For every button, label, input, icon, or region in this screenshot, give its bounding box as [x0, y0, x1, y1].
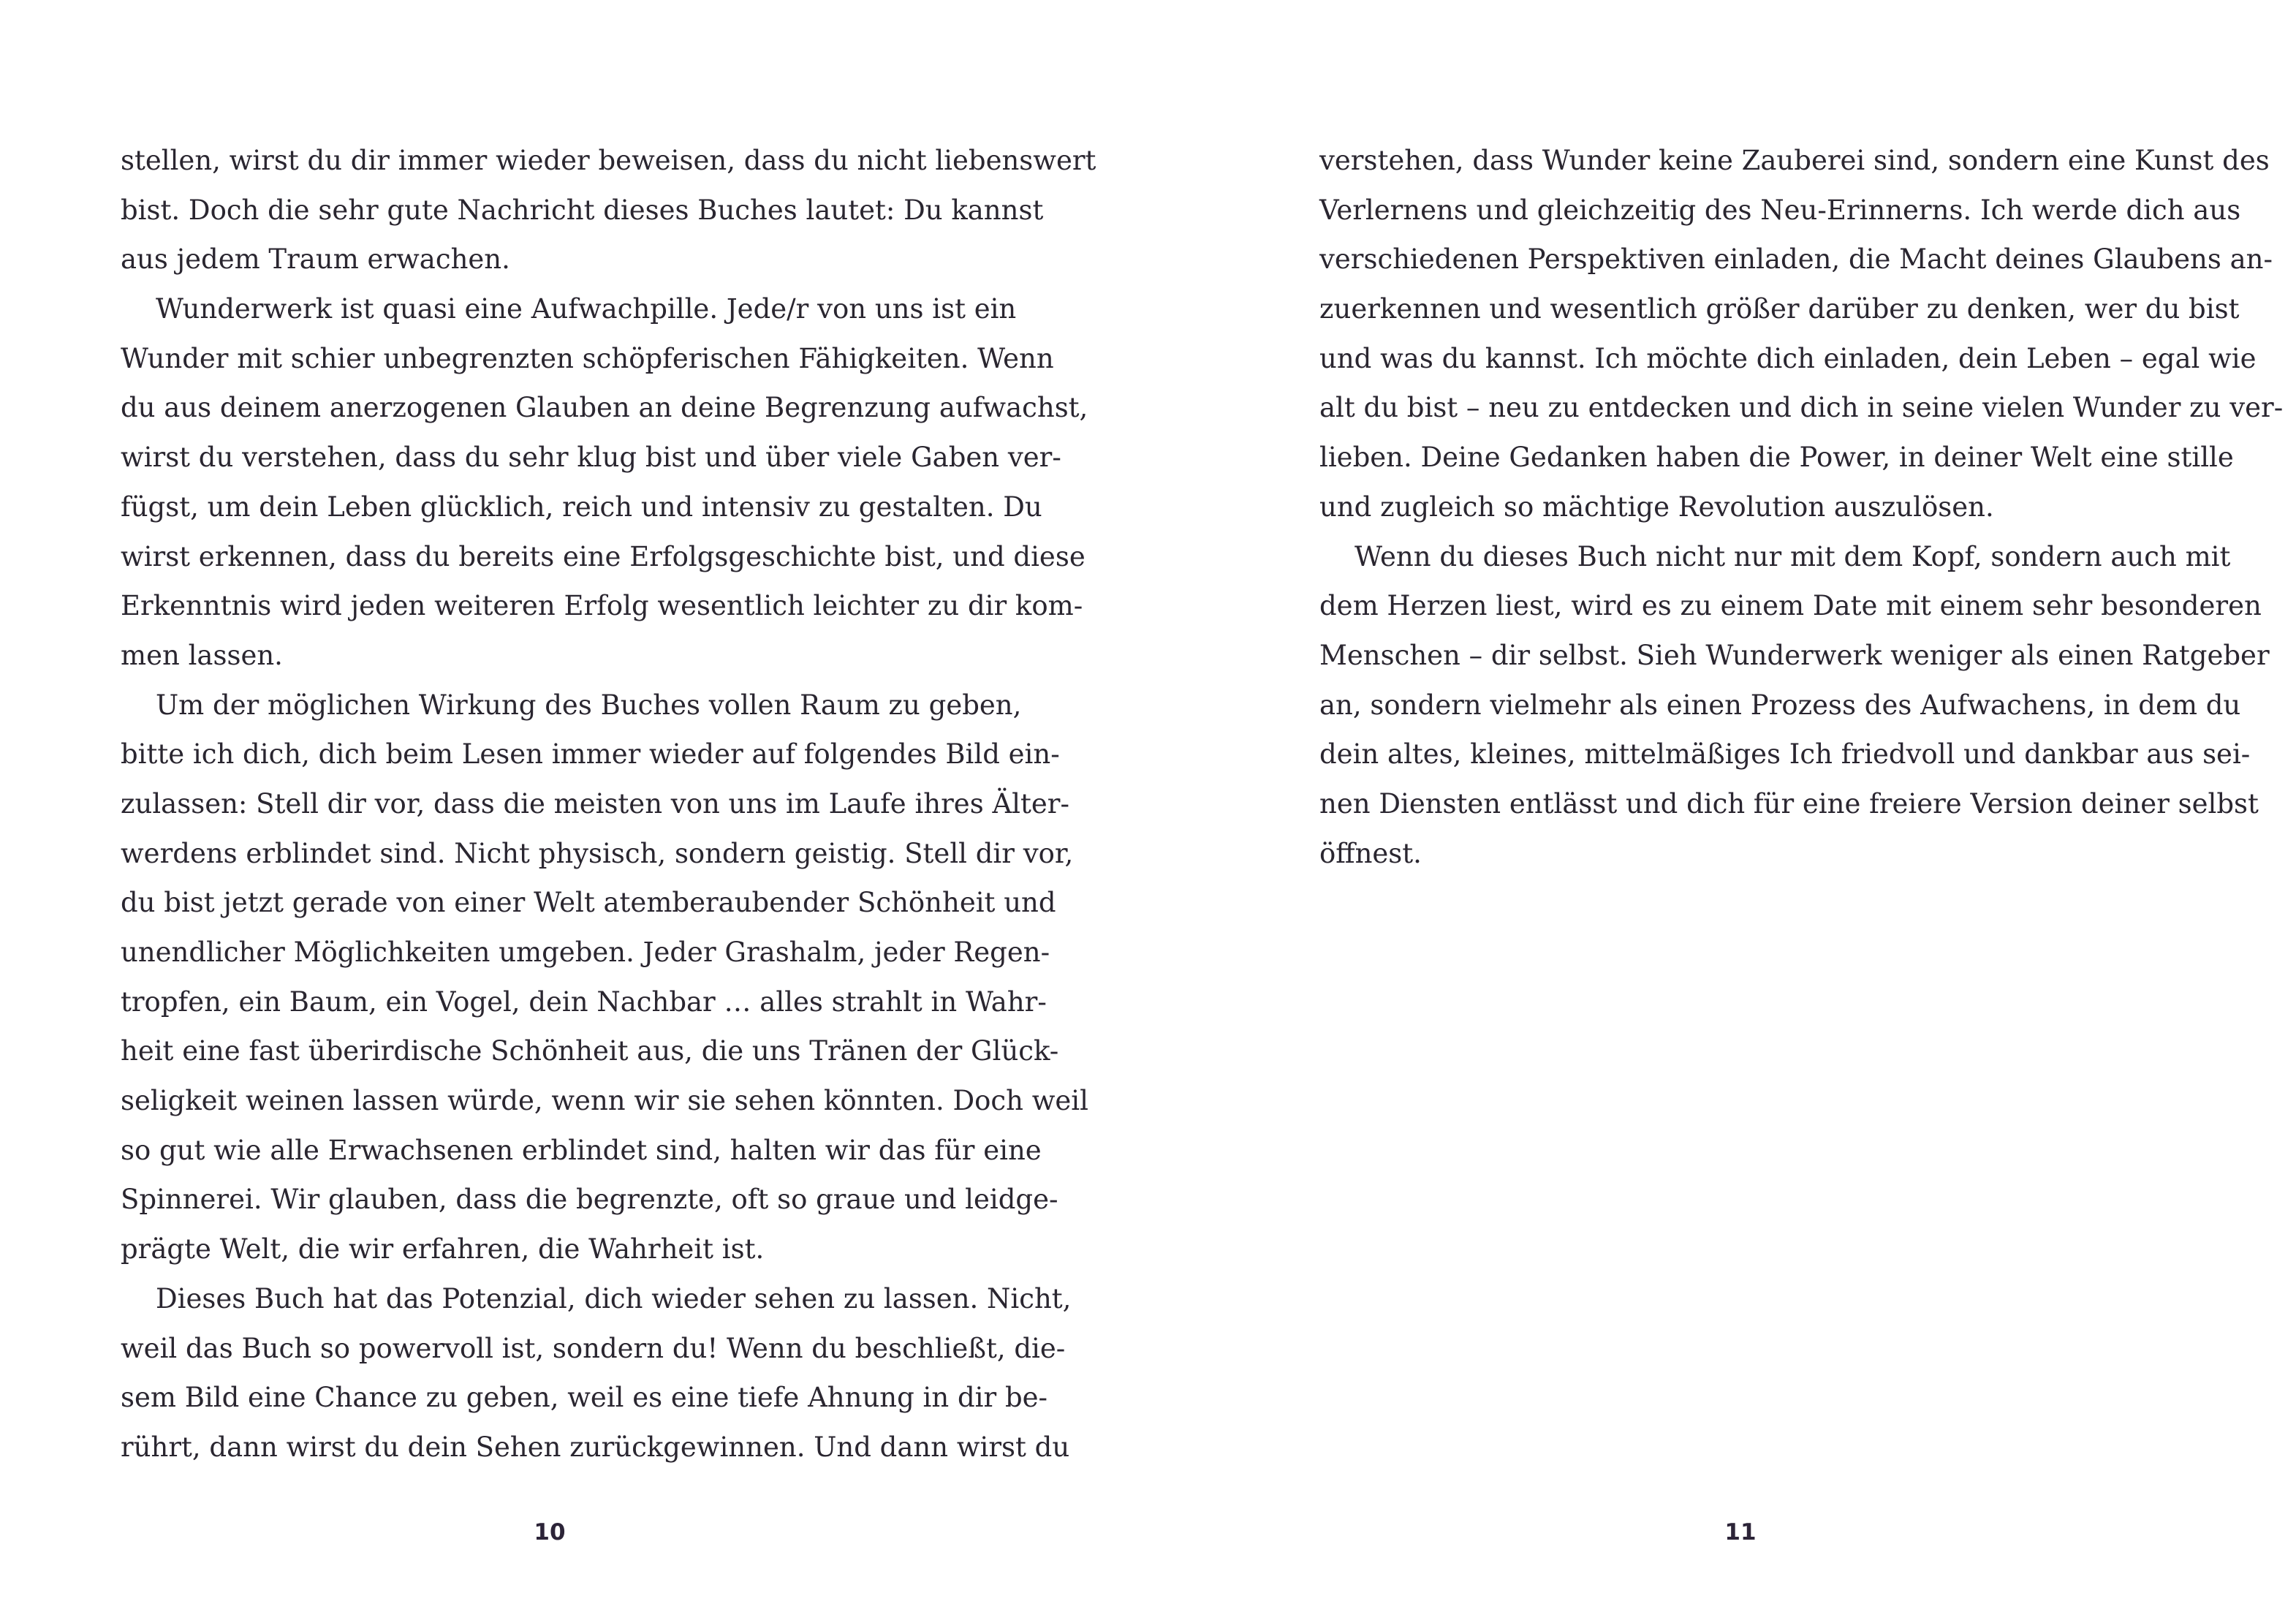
page-number-right: 11 — [1724, 1519, 1757, 1546]
text-line: fügst, um dein Leben glücklich, reich und intensiv zu gestalten. Du — [121, 491, 1042, 523]
text-line: so gut wie alle Erwachsenen erblindet sind, halten wir das für eine — [121, 1134, 1042, 1166]
text-line: unendlicher Möglichkeiten umgeben. Jeder Grashalm, jeder Regen- — [121, 937, 1050, 968]
text-line: Wunderwerk ist quasi eine Aufwachpille. Jede/r von uns ist ein — [156, 293, 1017, 325]
text-line: öffnest. — [1319, 837, 1422, 869]
text-line: nen Diensten entlässt und dich für eine freiere Version deiner selbst — [1319, 787, 2259, 820]
text-line: zulassen: Stell dir vor, dass die meisten von uns im Laufe ihres Älter- — [121, 787, 1069, 820]
text-line: heit eine fast überirdische Schönheit aus, die uns Tränen der Glück- — [121, 1035, 1059, 1067]
text-line: werdens erblindet sind. Nicht physisch, sondern geistig. Stell dir vor, — [121, 837, 1074, 869]
text-line: men lassen. — [121, 639, 283, 671]
text-line: bist. Doch die sehr gute Nachricht dieses Buches lautet: Du kannst — [121, 194, 1044, 226]
text-line: Menschen – dir selbst. Sieh Wunderwerk weniger als einen Ratgeber — [1319, 639, 2270, 671]
text-line: du bist jetzt gerade von einer Welt atemberaubender Schönheit und — [121, 887, 1056, 919]
text-line: und was du kannst. Ich möchte dich einladen, dein Leben – egal wie — [1319, 342, 2257, 374]
text-line: lieben. Deine Gedanken haben die Power, in deiner Welt eine stille — [1319, 442, 2234, 474]
text-line: wirst erkennen, dass du bereits eine Erfolgsgeschichte bist, und diese — [121, 540, 1086, 572]
text-line: alt du bist – neu zu entdecken und dich in seine vielen Wunder zu ver- — [1319, 392, 2284, 424]
text-line: du aus deinem anerzogenen Glauben an deine Begrenzung aufwachst, — [121, 392, 1088, 424]
text-line: sem Bild eine Chance zu geben, weil es eine tiefe Ahnung in dir be- — [121, 1382, 1048, 1414]
text-line: seligkeit weinen lassen würde, wenn wir sie sehen könnten. Doch weil — [121, 1085, 1088, 1117]
text-line: verstehen, dass Wunder keine Zauberei sind, sondern eine Kunst des — [1319, 145, 2270, 176]
text-line: aus jedem Traum erwachen. — [121, 243, 510, 276]
text-line: verschiedenen Perspektiven einladen, die Macht deines Glaubens an- — [1319, 243, 2273, 276]
text-line: Dieses Buch hat das Potenzial, dich wieder sehen zu lassen. Nicht, — [156, 1282, 1072, 1314]
text-line: Wenn du dieses Buch nicht nur mit dem Kopf, sondern auch mit — [1355, 540, 2231, 572]
text-line: wirst du verstehen, dass du sehr klug bist und über viele Gaben ver- — [121, 442, 1061, 474]
text-line: dem Herzen liest, wird es zu einem Date mit einem sehr besonderen — [1319, 590, 2262, 622]
text-line: dein altes, kleines, mittelmäßiges Ich friedvoll und dankbar aus sei- — [1319, 738, 2251, 771]
text-line: stellen, wirst du dir immer wieder beweisen, dass du nicht liebenswert — [121, 145, 1096, 176]
text-line: Verlernens und gleichzeitig des Neu-Erinnerns. Ich werde dich aus — [1319, 194, 2241, 226]
text-line: prägte Welt, die wir erfahren, die Wahrheit ist. — [121, 1233, 765, 1266]
text-line: bitte ich dich, dich beim Lesen immer wieder auf folgendes Bild ein- — [121, 738, 1060, 771]
page-number-left: 10 — [534, 1519, 566, 1546]
text-line: rührt, dann wirst du dein Sehen zurückgewinnen. Und dann wirst du — [121, 1431, 1070, 1463]
text-line: tropfen, ein Baum, ein Vogel, dein Nachbar … alles strahlt in Wahr- — [121, 985, 1047, 1018]
text-line: Um der möglichen Wirkung des Buches vollen Raum zu geben, — [156, 689, 1022, 721]
text-line: weil das Buch so powervoll ist, sondern du! Wenn du beschließt, die- — [121, 1332, 1066, 1364]
text-line: zuerkennen und wesentlich größer darüber zu denken, wer du bist — [1319, 293, 2240, 325]
text-line: und zugleich so mächtige Revolution auszulösen. — [1319, 491, 1994, 523]
left-page-text — [121, 136, 1096, 1472]
text-line: Erkenntnis wird jeden weiteren Erfolg wesentlich leichter zu dir kom- — [121, 590, 1083, 622]
right-page-text — [1319, 136, 2284, 878]
text-line: Wunder mit schier unbegrenzten schöpferischen Fähigkeiten. Wenn — [121, 342, 1054, 374]
text-line: an, sondern vielmehr als einen Prozess des Aufwachens, in dem du — [1319, 689, 2241, 721]
text-line: Spinnerei. Wir glauben, dass die begrenzte, oft so graue und leidge- — [121, 1184, 1058, 1216]
